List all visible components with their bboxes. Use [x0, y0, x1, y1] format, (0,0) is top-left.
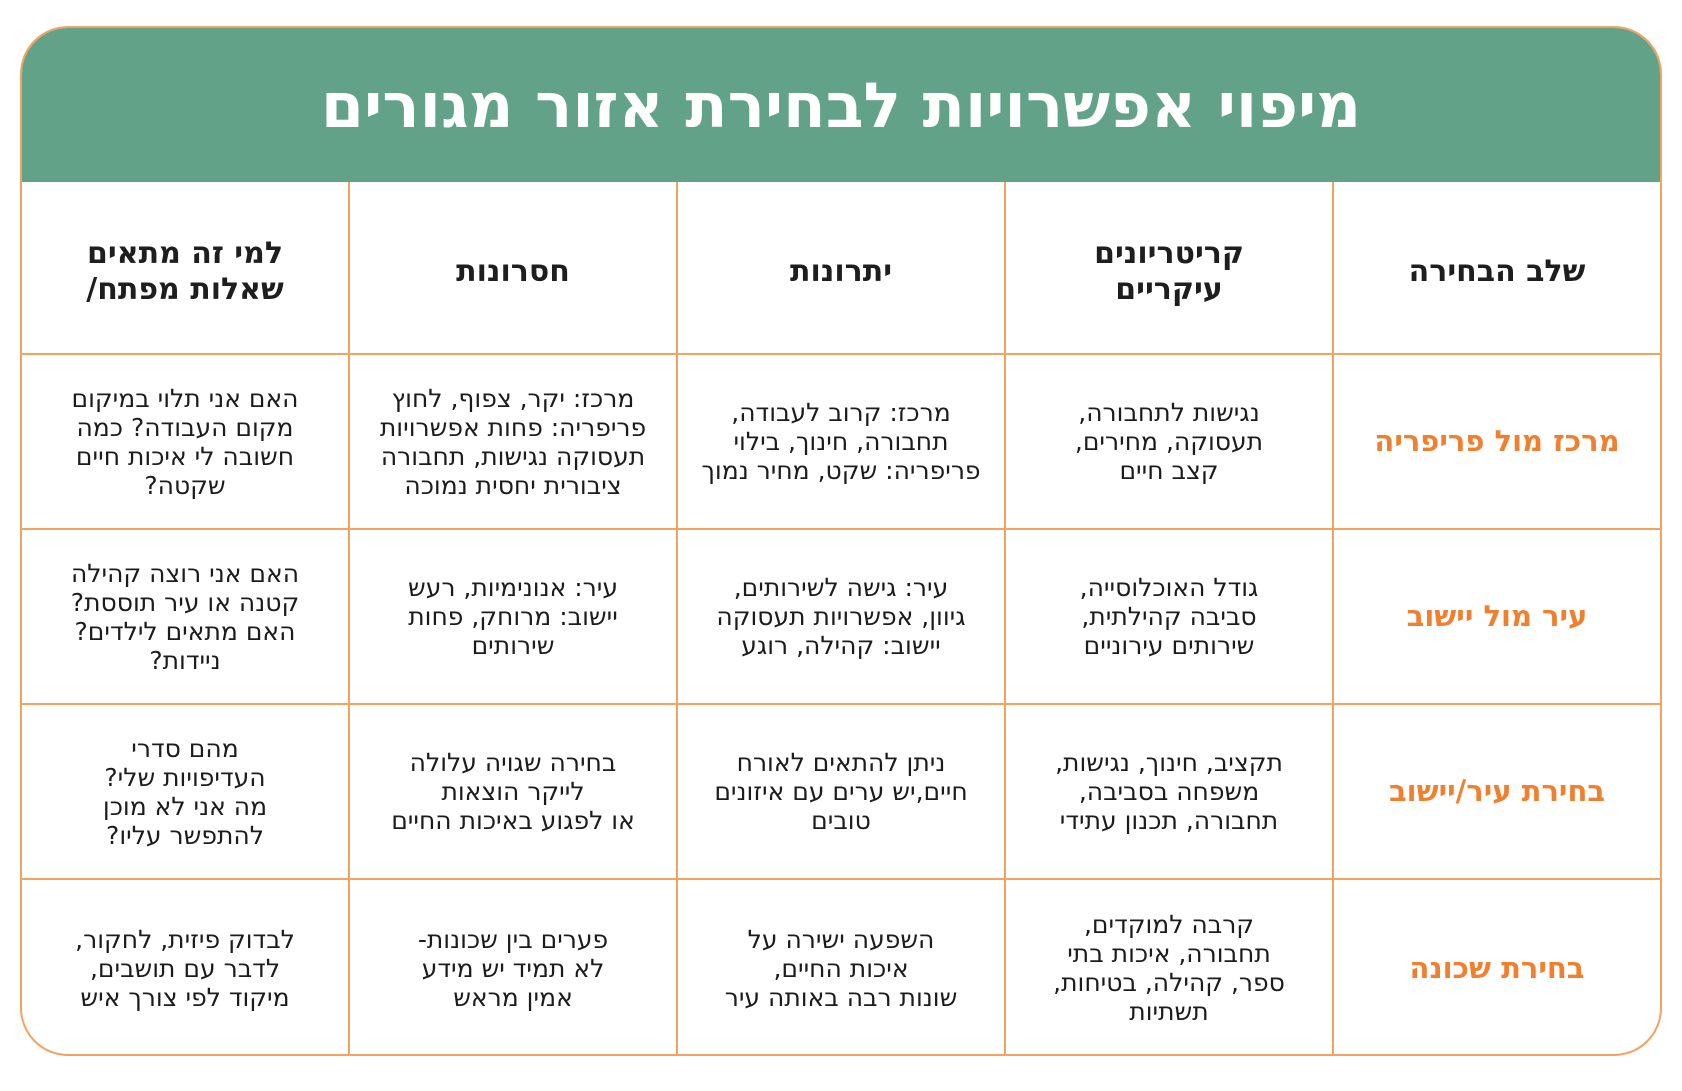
title-bar	[22, 28, 1660, 182]
options-table	[22, 182, 1660, 1056]
row-cons-cell: בחירה שגויה עלולה לייקר הוצאות או לפגוע באיכות החיים	[348, 705, 676, 880]
header-pros: יתרונות	[676, 182, 1004, 355]
row-stage-cell: בחירת שכונה	[1332, 880, 1660, 1056]
row-cons-cell: עיר: אנונימיות, רעש יישוב: מרוחק, פחות שירותים	[348, 530, 676, 705]
row-stage-cell: בחירת עיר/יישוב	[1332, 705, 1660, 880]
row-cons-cell: מרכז: יקר, צפוף, לחוץ פריפריה: פחות אפשרויות תעסוקה נגישות, תחבורה ציבורית יחסית נמוכה	[348, 355, 676, 530]
page-title: מיפוי אפשרויות לבחירת אזור מגורים	[320, 68, 1362, 142]
row-criteria-cell: קרבה למוקדים, תחבורה, איכות בתי ספר, קהילה, בטיחות, תשתיות	[1004, 880, 1332, 1056]
row-fit-cell: האם אני תלוי במיקום מקום העבודה? כמה חשובה לי איכות חיים שקטה?	[22, 355, 348, 530]
header-criteria: קריטריונים עיקריים	[1004, 182, 1332, 355]
row-criteria-cell: נגישות לתחבורה, תעסוקה, מחירים, קצב חיים	[1004, 355, 1332, 530]
row-stage-cell: עיר מול יישוב	[1332, 530, 1660, 705]
row-pros-cell: עיר: גישה לשירותים, גיוון, אפשרויות תעסוקה יישוב: קהילה, רוגע	[676, 530, 1004, 705]
row-fit-cell: מהם סדרי העדיפויות שלי? מה אני לא מוכן להתפשר עליו?	[22, 705, 348, 880]
row-stage-cell: מרכז מול פריפריה	[1332, 355, 1660, 530]
row-pros-cell: מרכז: קרוב לעבודה, תחבורה, חינוך, בילוי פריפריה: שקט, מחיר נמוך	[676, 355, 1004, 530]
row-cons-cell: פערים בין שכונות- לא תמיד יש מידע אמין מראש	[348, 880, 676, 1056]
row-pros-cell: השפעה ישירה על איכות החיים, שונות רבה באותה עיר	[676, 880, 1004, 1056]
header-fit: למי זה מתאים שאלות מפתח/	[22, 182, 348, 355]
row-pros-cell: ניתן להתאים לאורח חיים,יש ערים עם איזונים טובים	[676, 705, 1004, 880]
row-fit-cell: האם אני רוצה קהילה קטנה או עיר תוססת? האם מתאים לילדים? ניידות?	[22, 530, 348, 705]
header-stage: שלב הבחירה	[1332, 182, 1660, 355]
options-card	[20, 26, 1662, 1056]
row-fit-cell: לבדוק פיזית, לחקור, לדבר עם תושבים, מיקוד לפי צורך איש	[75, 924, 295, 1012]
row-criteria-cell: תקציב, חינוך, נגישות, משפחה בסביבה, תחבורה, תכנון עתידי	[1004, 705, 1332, 880]
row-criteria-cell: גודל האוכלוסייה, סביבה קהילתית, שירותים עירוניים	[1004, 530, 1332, 705]
header-cons: חסרונות	[348, 182, 676, 355]
